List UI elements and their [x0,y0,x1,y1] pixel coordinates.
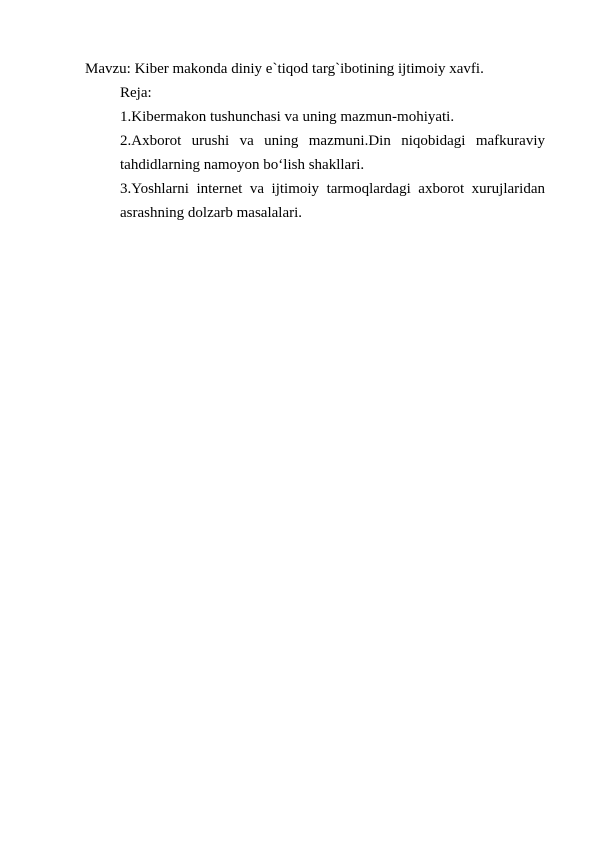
plan-item-1: 1.Kibermakon tushunchasi va uning mazmun-mohiyati. [120,109,455,125]
topic-heading: Mavzu: Kiber makonda diniy e`tiqod targ`ibotining ijtimoiy xavfi. [85,61,484,77]
plan-item-3: 3.Yoshlarni internet va ijtimoiy tarmoqlardagi axborot xurujlaridan asrashning dolzarb masalalari. [120,181,545,221]
plan-label: Reja: [120,85,152,101]
document-body [85,57,545,225]
plan-item-2: 2.Axborot urushi va uning mazmuni.Din niqobidagi mafkuraviy tahdidlarning namoyon bo‘lish shakllari. [120,133,545,173]
